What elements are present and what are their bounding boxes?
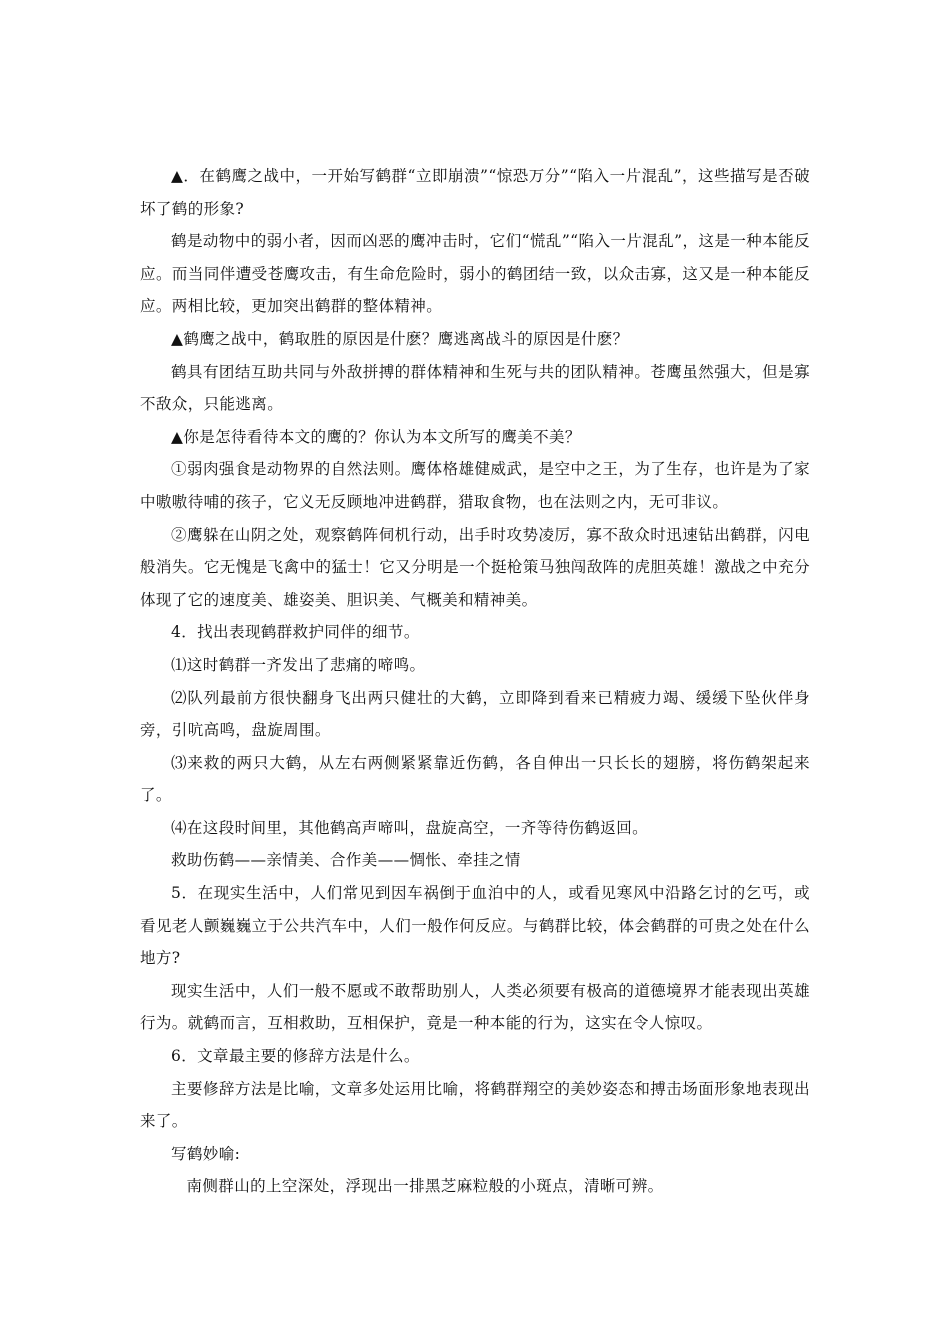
metaphor-heading: 写鹤妙喻: (171, 1144, 241, 1163)
detail-item-2: ⑵队列最前方很快翻身飞出两只健壮的大鹤，立即降到看来已精疲力竭、缓缓下坠伙伴身旁，引吭高鸣，盘旋周围。 (140, 688, 810, 740)
detail-item-3: ⑶来救的两只大鹤，从左右两侧紧紧靠近伤鹤，各自伸出一只长长的翅膀，将伤鹤架起来了。 (140, 753, 810, 805)
detail-item-4: ⑷在这段时间里，其他鹤高声啼叫，盘旋高空，一齐等待伤鹤返回。 (171, 818, 649, 837)
metaphor-example: 南侧群山的上空深处，浮现出一排黑芝麻粒般的小斑点，清晰可辨。 (186, 1177, 664, 1196)
question-battle-reason: ▲鹤鹰之战中，鹤取胜的原因是什麽？鹰逃离战斗的原因是什麽？ (171, 329, 629, 348)
detail-item-1: ⑴这时鹤群一齐发出了悲痛的啼鸣。 (171, 655, 426, 674)
question-eagle-beauty: ▲你是怎待看待本文的鹰的？你认为本文所写的鹰美不美？ (171, 427, 581, 446)
answer-battle-reason: 鹤具有团结互助共同与外敌拼搏的群体精神和生死与共的团队精神。苍鹰虽然强大，但是寡不敌众，只能逃离。 (140, 362, 810, 414)
detail-summary: 救助伤鹤——亲情美、合作美——惆怅、牵挂之情 (171, 851, 521, 870)
question-crane-image: ▲．在鹤鹰之战中，一开始写鹤群“立即崩溃”“惊恐万分”“陷入一片混乱”，这些描写是否破坏了鹤的形象? (140, 167, 810, 218)
answer-eagle-point-2: ②鹰躲在山阴之处，观察鹤阵伺机行动，出手时攻势凌厉，寡不敌众时迅速钻出鹤群，闪电般消失。它无愧是飞禽中的猛士！它又分明是一个挺枪策马独闯敌阵的虎胆英雄！激战之中充分体现了它的速度美、雄姿美、胆识美、气概美和精神美。 (140, 525, 810, 609)
answer-eagle-point-1: ①弱肉强食是动物界的自然法则。鹰体格雄健威武，是空中之王，为了生存，也许是为了家中嗷嗷待哺的孩子，它义无反顾地冲进鹤群，猎取食物，也在法则之内，无可非议。 (140, 460, 810, 511)
question-4: 4．找出表现鹤群救护同伴的细节。 (171, 623, 420, 642)
question-5: 5．在现实生活中，人们常见到因车祸倒于血泊中的人，或看见寒风中沿路乞讨的乞丐，或看见老人颤巍巍立于公共汽车中，人们一般作何反应。与鹤群比较，体会鹤群的可贵之处在什么地方? (140, 884, 810, 968)
question-6: 6．文章最主要的修辞方法是什么。 (171, 1047, 420, 1066)
answer-6: 主要修辞方法是比喻，文章多处运用比喻，将鹤群翔空的美妙姿态和搏击场面形象地表现出来了。 (140, 1079, 810, 1131)
answer-5: 现实生活中，人们一般不愿或不敢帮助别人，人类必须要有极高的道德境界才能表现出英雄行为。就鹤而言，互相救助，互相保护，竟是一种本能的行为，这实在令人惊叹。 (140, 981, 810, 1033)
document-body (140, 160, 810, 1203)
answer-crane-image: 鹤是动物中的弱小者，因而凶恶的鹰冲击时，它们“慌乱”“陷入一片混乱”，这是一种本能反应。而当同伴遭受苍鹰攻击，有生命危险时，弱小的鹤团结一致，以众击寡，这又是一种本能反应。两相比较，更加突出鹤群的整体精神。 (140, 232, 810, 316)
